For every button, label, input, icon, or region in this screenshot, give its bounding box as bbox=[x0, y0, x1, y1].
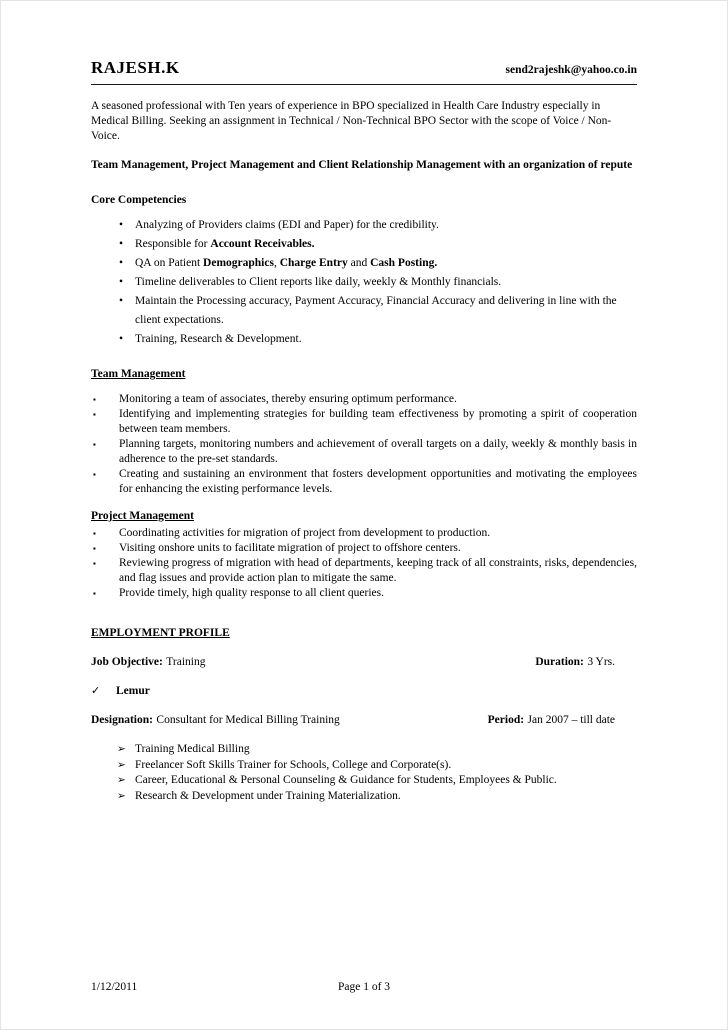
project-management-list bbox=[91, 526, 637, 601]
section-title-core-competencies: Core Competencies bbox=[91, 193, 187, 206]
duration bbox=[535, 655, 615, 670]
section-title-project-management: Project Management bbox=[91, 509, 194, 522]
list-item bbox=[119, 330, 637, 349]
job-objective-value: Training bbox=[166, 656, 206, 669]
designation bbox=[91, 713, 340, 728]
square-bullet-icon: ▪ bbox=[93, 558, 96, 568]
item-text: Monitoring a team of associates, thereby ensuring optimum performance. bbox=[119, 393, 457, 406]
item-text: Visiting onshore units to facilitate migration of project to offshore centers. bbox=[119, 541, 461, 554]
bullet-icon: • bbox=[119, 218, 124, 231]
duration-label: Duration: bbox=[535, 656, 584, 669]
item-text: Provide timely, high quality response to all client queries. bbox=[119, 586, 384, 599]
item-text: Creating and sustaining an environment that fosters development opportunities and motivating the employees for enhancing the existing performance levels. bbox=[119, 467, 637, 495]
footer-page-number: Page 1 of 3 bbox=[337, 981, 391, 994]
section-title-team-management: Team Management bbox=[91, 368, 186, 381]
list-item bbox=[93, 407, 637, 437]
item-text-bold: Demographics bbox=[203, 256, 274, 269]
list-item bbox=[93, 392, 637, 407]
list-item bbox=[119, 254, 637, 273]
list-item bbox=[119, 273, 637, 292]
item-text bbox=[135, 254, 637, 273]
bullet-icon: • bbox=[119, 256, 124, 269]
list-item bbox=[119, 216, 637, 235]
designation-row bbox=[91, 713, 637, 728]
item-text-plain: and bbox=[347, 256, 371, 269]
list-item bbox=[93, 437, 637, 467]
item-text: Research & Development under Training Materialization. bbox=[135, 789, 401, 802]
item-text-plain: , bbox=[273, 256, 280, 269]
list-item bbox=[117, 758, 637, 774]
header bbox=[91, 57, 637, 85]
period-label: Period: bbox=[487, 714, 525, 727]
square-bullet-icon: ▪ bbox=[93, 440, 96, 450]
list-item bbox=[119, 235, 637, 254]
company-row bbox=[91, 684, 637, 699]
item-text: Analyzing of Providers claims (EDI and Paper) for the credibility. bbox=[135, 218, 439, 231]
training-activities-list bbox=[91, 742, 637, 804]
summary-paragraph: A seasoned professional with Ten years of experience in BPO specialized in Health Care Industry especially in Medical Billing. Seeking an assignment in Technical / Non-Technical BPO Sector with the scope of Voice / Non-Voice. bbox=[91, 100, 612, 142]
check-icon: ✓ bbox=[91, 685, 101, 698]
list-item bbox=[117, 789, 637, 805]
item-text: Maintain the Processing accuracy, Payment Accuracy, Financial Accuracy and delivering in line with the client expectations. bbox=[135, 295, 617, 327]
headline-paragraph: Team Management, Project Management and Client Relationship Management with an organization of repute bbox=[91, 158, 633, 171]
item-text: Freelancer Soft Skills Trainer for Schools, College and Corporate(s). bbox=[135, 758, 452, 771]
list-item bbox=[93, 541, 637, 556]
item-text: Planning targets, monitoring numbers and achievement of overall targets on a daily, weekly & monthly basis in adherence to the pre-set standards. bbox=[119, 438, 637, 466]
square-bullet-icon: ▪ bbox=[93, 543, 96, 553]
period-value: Jan 2007 – till date bbox=[527, 714, 615, 727]
item-text bbox=[135, 235, 637, 254]
item-text: Coordinating activities for migration of project from development to production. bbox=[119, 526, 491, 539]
job-objective-row bbox=[91, 655, 637, 670]
item-text: Career, Educational & Personal Counseling & Guidance for Students, Employees & Public. bbox=[135, 774, 557, 787]
list-item bbox=[119, 292, 637, 330]
bullet-icon: • bbox=[119, 295, 124, 308]
list-item bbox=[93, 467, 637, 497]
team-management-list bbox=[91, 392, 637, 497]
period bbox=[488, 713, 615, 728]
job-objective bbox=[91, 655, 206, 670]
list-item bbox=[93, 526, 637, 541]
designation-value: Consultant for Medical Billing Training bbox=[156, 714, 340, 727]
arrow-bullet-icon: ➢ bbox=[117, 759, 126, 771]
item-text-plain: QA on Patient bbox=[135, 256, 204, 269]
square-bullet-icon: ▪ bbox=[93, 588, 96, 598]
duration-value: 3 Yrs. bbox=[587, 656, 615, 669]
candidate-name: RAJESH.K bbox=[91, 58, 180, 77]
core-competencies-list bbox=[91, 216, 637, 350]
item-text: Training Medical Billing bbox=[135, 743, 250, 756]
square-bullet-icon: ▪ bbox=[93, 395, 96, 405]
item-text: Training, Research & Development. bbox=[135, 333, 302, 346]
list-item bbox=[117, 773, 637, 789]
section-title-employment-profile: EMPLOYMENT PROFILE bbox=[91, 627, 230, 640]
item-text-bold: Charge Entry bbox=[279, 256, 348, 269]
bullet-icon: • bbox=[119, 237, 124, 250]
item-text: Timeline deliverables to Client reports like daily, weekly & Monthly financials. bbox=[135, 276, 502, 289]
email-address: send2rajeshk@yahoo.co.in bbox=[505, 64, 637, 77]
footer-date: 1/12/2011 bbox=[91, 981, 138, 994]
job-objective-label: Job Objective: bbox=[91, 656, 163, 669]
company-name: Lemur bbox=[116, 685, 150, 698]
item-text-bold: Cash Posting. bbox=[370, 256, 438, 269]
item-text: Identifying and implementing strategies for building team effectiveness by promoting a spirit of cooperation between team members. bbox=[119, 408, 637, 436]
bullet-icon: • bbox=[119, 333, 124, 346]
item-text-plain: Responsible for bbox=[135, 237, 211, 250]
designation-label: Designation: bbox=[91, 714, 153, 727]
square-bullet-icon: ▪ bbox=[93, 410, 96, 420]
footer bbox=[91, 980, 637, 995]
square-bullet-icon: ▪ bbox=[93, 528, 96, 538]
list-item bbox=[93, 556, 637, 586]
bullet-icon: • bbox=[119, 276, 124, 289]
arrow-bullet-icon: ➢ bbox=[117, 790, 126, 802]
list-item bbox=[117, 742, 637, 758]
square-bullet-icon: ▪ bbox=[93, 469, 96, 479]
item-text-bold: Account Receivables. bbox=[210, 237, 315, 250]
arrow-bullet-icon: ➢ bbox=[117, 744, 126, 756]
item-text: Reviewing progress of migration with head of departments, keeping track of all constraints, risks, dependencies, and flag issues and provide action plan to mitigate the same. bbox=[119, 556, 637, 584]
arrow-bullet-icon: ➢ bbox=[117, 775, 126, 787]
list-item bbox=[93, 586, 637, 601]
